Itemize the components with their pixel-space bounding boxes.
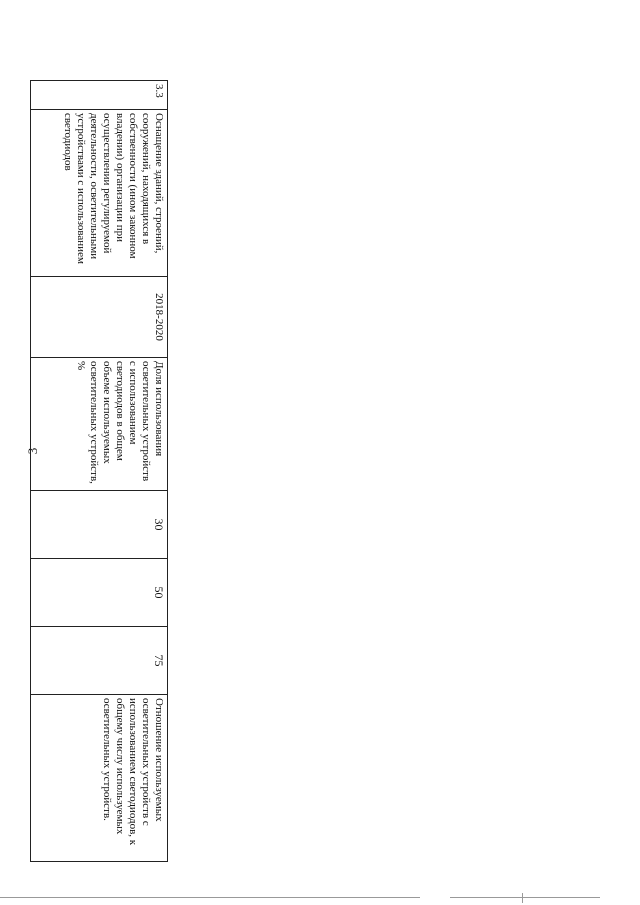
measures-table [30, 80, 168, 846]
value-cell-3: 75 [31, 627, 168, 695]
value-cell-2: 50 [31, 559, 168, 627]
period-cell: 2018-2020 [31, 277, 168, 358]
scan-artifact-line [0, 897, 420, 898]
note-cell: Отношение используемых осветительных устройств с использованием светодиодов, к общему числу используемых осветительных устройств. [31, 695, 168, 862]
indicator-cell: Доля использования осветительных устройств с использованием светодиодов в общем объеме используемых осветительных устройств, % [31, 358, 168, 491]
page-number: 3 [25, 447, 40, 455]
table-row [31, 81, 168, 862]
row-number-cell: 3.3 [31, 81, 168, 110]
measure-name-cell: Оснащение зданий, строений, сооружений, находящихся в собственности (ином законном владении) организации при осуществлении регулируемой деятельности, осветительными устройствами с использованием светодиодов [31, 110, 168, 277]
value-cell-1: 30 [31, 491, 168, 559]
scan-artifact-line [450, 897, 600, 898]
scan-artifact-line [522, 893, 523, 903]
